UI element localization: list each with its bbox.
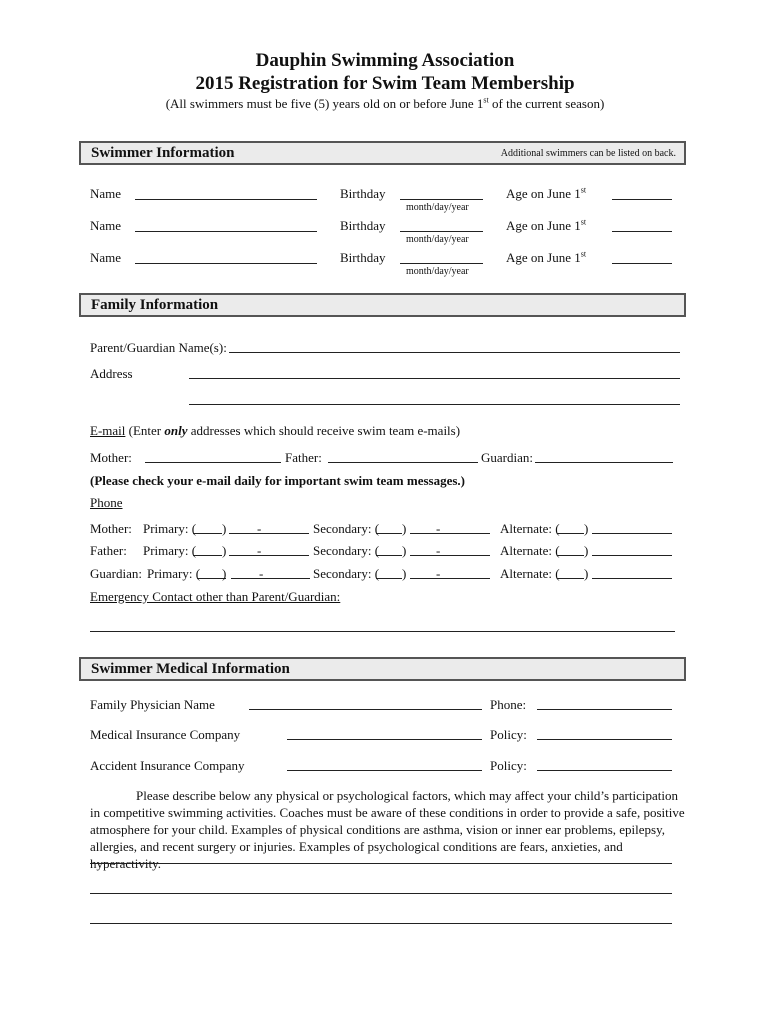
swimmer-name-label: Name — [90, 250, 122, 265]
birthday-field[interactable] — [400, 199, 483, 200]
dash: - — [259, 566, 264, 581]
primary-area-code-field[interactable] — [193, 555, 222, 556]
age-label: Age on June 1st — [506, 185, 587, 201]
org-title: Dauphin Swimming Association — [255, 50, 515, 71]
primary-label: Primary: ( — [147, 566, 201, 581]
phone-row-label: Father: — [90, 543, 127, 558]
alternate-area-code-field[interactable] — [557, 533, 584, 534]
physician-label: Family Physician Name — [90, 697, 215, 712]
address-label: Address — [90, 366, 133, 381]
medical-insurance-field[interactable] — [287, 739, 482, 740]
father-email-label: Father: — [285, 450, 322, 465]
swimmer-name-field[interactable] — [135, 263, 317, 264]
section-title: Family Information — [91, 297, 219, 313]
birthday-label: Birthday — [340, 250, 386, 265]
dash: - — [257, 521, 262, 536]
medical-policy-field[interactable] — [537, 739, 672, 740]
medical-notes-line-3[interactable] — [90, 923, 672, 924]
address-field-line-2[interactable] — [189, 404, 680, 405]
age-field[interactable] — [612, 231, 672, 232]
medical-conditions-instructions: Please describe below any physical or psychological factors, which may affect your child’s participation in competitive swimming activities. Coaches must be aware of these conditions in order to provide a safe, positive atmosphere for your child. Examples of physical conditions are asthma, vision or inner ear problems, epilepsy, allergies, and recent surgery or injuries. Examples of psychological conditions are fears, anxieties, and hyperactivity. — [90, 788, 685, 871]
medical-policy-label: Policy: — [490, 727, 527, 742]
birthday-field[interactable] — [400, 231, 483, 232]
age-requirement-note: (All swimmers must be five (5) years old on or before June 1st of the current season) — [165, 95, 605, 111]
paren-close: ) — [584, 566, 589, 581]
primary-number-field[interactable] — [231, 578, 310, 579]
alternate-area-code-field[interactable] — [557, 578, 584, 579]
page-title: 2015 Registration for Swim Team Membership — [195, 73, 575, 94]
email-check-note: (Please check your e-mail daily for important swim team messages.) — [90, 473, 466, 488]
additional-swimmers-note: Additional swimmers can be listed on back. — [500, 148, 676, 159]
swimmer-name-label: Name — [90, 218, 122, 233]
guardian-email-label: Guardian: — [481, 450, 533, 465]
guardian-email-field[interactable] — [535, 462, 673, 463]
physician-phone-label: Phone: — [490, 697, 527, 712]
birthday-label: Birthday — [340, 218, 386, 233]
primary-number-field[interactable] — [229, 555, 309, 556]
emergency-contact-field[interactable] — [90, 631, 675, 632]
accident-insurance-label: Accident Insurance Company — [90, 758, 245, 773]
mother-email-field[interactable] — [145, 462, 281, 463]
age-label: Age on June 1st — [506, 249, 587, 265]
alternate-number-field[interactable] — [592, 578, 672, 579]
physician-field[interactable] — [249, 709, 482, 710]
secondary-number-field[interactable] — [410, 578, 490, 579]
parent-guardian-label: Parent/Guardian Name(s): — [90, 340, 227, 355]
secondary-area-code-field[interactable] — [376, 578, 402, 579]
alternate-label: Alternate: ( — [500, 543, 560, 558]
physician-phone-field[interactable] — [537, 709, 672, 710]
accident-policy-field[interactable] — [537, 770, 672, 771]
primary-number-field[interactable] — [229, 533, 309, 534]
paren-close: ) — [402, 543, 407, 558]
section-title: Swimmer Information — [91, 145, 235, 161]
secondary-label: Secondary: ( — [313, 521, 380, 536]
phone-heading: Phone — [90, 495, 123, 510]
secondary-number-field[interactable] — [410, 533, 490, 534]
alternate-number-field[interactable] — [592, 555, 672, 556]
date-format-hint: month/day/year — [406, 234, 469, 245]
dash: - — [436, 566, 441, 581]
birthday-label: Birthday — [340, 186, 386, 201]
email-heading: E-mail — [90, 423, 126, 438]
dash: - — [436, 521, 441, 536]
alternate-label: Alternate: ( — [500, 566, 560, 581]
mother-email-label: Mother: — [90, 450, 132, 465]
alternate-number-field[interactable] — [592, 533, 672, 534]
family-information-header — [79, 293, 686, 317]
swimmer-name-field[interactable] — [135, 199, 317, 200]
email-instructions: E-mail (Enter only addresses which should receive swim team e-mails) — [90, 423, 461, 438]
paren-close: ) — [222, 543, 227, 558]
paren-close: ) — [402, 566, 407, 581]
alternate-area-code-field[interactable] — [557, 555, 584, 556]
phone-row-label: Mother: — [90, 521, 132, 536]
date-format-hint: month/day/year — [406, 202, 469, 213]
alternate-label: Alternate: ( — [500, 521, 560, 536]
primary-area-code-field[interactable] — [193, 533, 222, 534]
emergency-contact-label: Emergency Contact other than Parent/Guardian: — [90, 589, 341, 604]
swimmer-name-field[interactable] — [135, 231, 317, 232]
accident-policy-label: Policy: — [490, 758, 527, 773]
paren-close: ) — [584, 521, 589, 536]
medical-information-header — [79, 657, 686, 681]
address-field-line-1[interactable] — [189, 378, 680, 379]
age-field[interactable] — [612, 199, 672, 200]
birthday-field[interactable] — [400, 263, 483, 264]
secondary-area-code-field[interactable] — [376, 555, 402, 556]
date-format-hint: month/day/year — [406, 266, 469, 277]
paren-close: ) — [584, 543, 589, 558]
phone-row-label: Guardian: — [90, 566, 142, 581]
primary-label: Primary: ( — [143, 543, 197, 558]
primary-label: Primary: ( — [143, 521, 197, 536]
paren-close: ) — [222, 521, 227, 536]
dash: - — [436, 543, 441, 558]
accident-insurance-field[interactable] — [287, 770, 482, 771]
father-email-field[interactable] — [328, 462, 478, 463]
age-field[interactable] — [612, 263, 672, 264]
paren-close: ) — [402, 521, 407, 536]
swimmer-name-label: Name — [90, 186, 122, 201]
section-title: Swimmer Medical Information — [91, 661, 290, 677]
age-label: Age on June 1st — [506, 217, 587, 233]
swimmer-information-header — [79, 141, 686, 165]
paren-close: ) — [222, 566, 227, 581]
medical-notes-line-1[interactable] — [90, 863, 672, 864]
secondary-label: Secondary: ( — [313, 543, 380, 558]
secondary-label: Secondary: ( — [313, 566, 380, 581]
medical-notes-line-2[interactable] — [90, 893, 672, 894]
medical-insurance-label: Medical Insurance Company — [90, 727, 241, 742]
secondary-number-field[interactable] — [410, 555, 490, 556]
secondary-area-code-field[interactable] — [376, 533, 402, 534]
dash: - — [257, 543, 262, 558]
parent-guardian-field[interactable] — [229, 352, 680, 353]
